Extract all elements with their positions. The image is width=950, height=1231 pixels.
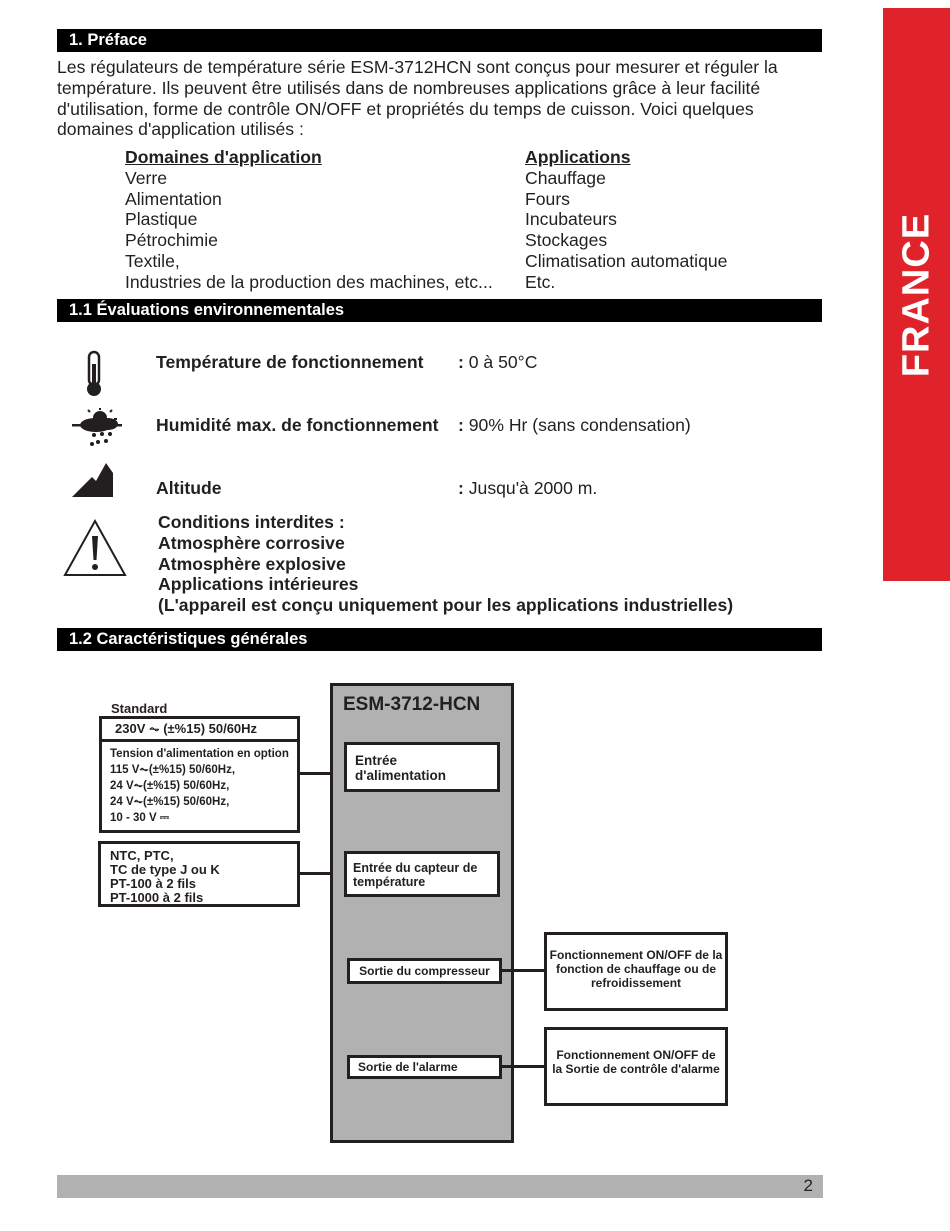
applications-column xyxy=(525,147,727,293)
application-item: Chauffage xyxy=(525,167,606,188)
page-number: 2 xyxy=(803,1176,813,1195)
page-footer xyxy=(57,1175,823,1198)
sensor-input-box xyxy=(344,851,500,897)
language-label: FRANCE xyxy=(895,212,937,377)
prohibited-conditions xyxy=(158,512,733,616)
mountain-icon xyxy=(72,461,114,499)
alarm-output-box xyxy=(347,1055,502,1079)
env-value-temperature: : 0 à 50°C xyxy=(458,352,538,372)
env-value-humidity: : 90% Hr (sans condensation) xyxy=(458,415,691,435)
sensor-types-box xyxy=(98,841,300,907)
optional-voltage-item: 10 - 30 V ⎓ xyxy=(110,812,170,824)
compressor-output-label: Sortie du compresseur xyxy=(359,964,490,978)
connector-sensor xyxy=(300,872,332,875)
preface-text: Les régulateurs de température série ESM-3712HCN sont conçus pour mesurer et réguler la température. Ils peuvent être utilisés dans de nombreuses applications grâce à leur facilité d'utilisation, forme de contrôle ON/OFF et propriétés du temps de cuisson. Voici quelques domaines d'application utilisés : xyxy=(57,57,778,140)
optional-voltage-item: 115 V⏦(±%15) 50/60Hz, xyxy=(110,764,236,776)
standard-voltage: 230V ⏦ (±%15) 50/60Hz xyxy=(115,721,258,736)
sensor-type: NTC, PTC, xyxy=(110,848,174,863)
power-input-box xyxy=(344,742,500,792)
optional-voltage-title: Tension d'alimentation en option xyxy=(110,748,289,760)
compressor-output-box xyxy=(347,958,502,984)
conditions-title: Conditions interdites : xyxy=(158,512,345,532)
condition-item: Applications intérieures xyxy=(158,574,359,595)
domain-item: Industries de la production des machines, etc... xyxy=(125,271,493,292)
domain-item: Alimentation xyxy=(125,188,222,209)
env-value-altitude: : Jusqu'à 2000 m. xyxy=(458,478,598,498)
domain-item: Pétrochimie xyxy=(125,230,218,251)
device-name: ESM-3712-HCN xyxy=(343,694,481,715)
env-label-temperature: Température de fonctionnement xyxy=(156,352,424,372)
domain-item: Verre xyxy=(125,167,168,188)
section-preface-header: 1. Préface xyxy=(57,29,822,52)
warning-icon xyxy=(62,518,128,578)
standard-label: Standard xyxy=(111,701,168,716)
domains-column xyxy=(125,147,493,293)
connector-power xyxy=(300,772,332,775)
sensor-type: PT-1000 à 2 fils xyxy=(110,890,204,905)
section-environment-header: 1.1 Évaluations environnementales xyxy=(57,299,822,322)
rain-cloud-icon xyxy=(70,408,124,448)
language-tab xyxy=(883,8,950,581)
applications-header: Applications xyxy=(525,147,631,167)
condition-note: (L'appareil est conçu uniquement pour les applications industrielles) xyxy=(158,595,734,616)
optional-voltage-item: 24 V⏦(±%15) 50/60Hz, xyxy=(110,796,230,808)
compressor-desc: Fonctionnement ON/OFF de la fonction de chauffage ou de refroidissement xyxy=(549,948,723,990)
application-item: Incubateurs xyxy=(525,209,617,230)
connector-compressor-in xyxy=(502,969,514,972)
connector-compressor-out xyxy=(512,969,544,972)
alarm-output-label: Sortie de l'alarme xyxy=(358,1060,458,1074)
domain-item: Textile, xyxy=(125,250,180,271)
power-input-label: Entrée d'alimentation xyxy=(355,753,446,783)
alarm-desc: Fonctionnement ON/OFF de la Sortie de contrôle d'alarme xyxy=(552,1048,720,1076)
condition-item: Atmosphère explosive xyxy=(158,553,346,574)
application-item: Etc. xyxy=(525,271,556,292)
application-item: Stockages xyxy=(525,230,608,251)
domain-item: Plastique xyxy=(125,209,198,230)
env-label-humidity: Humidité max. de fonctionnement xyxy=(156,415,439,435)
domains-header: Domaines d'application xyxy=(125,147,322,167)
application-item: Climatisation automatique xyxy=(525,250,728,271)
connector-alarm xyxy=(502,1065,544,1068)
sensor-type: PT-100 à 2 fils xyxy=(110,876,196,891)
sensor-type: TC de type J ou K xyxy=(110,862,220,877)
optional-voltage-box xyxy=(99,739,300,833)
env-label-altitude: Altitude xyxy=(156,478,222,498)
condition-item: Atmosphère corrosive xyxy=(158,532,345,553)
optional-voltage-item: 24 V⏦(±%15) 50/60Hz, xyxy=(110,780,230,792)
section-general-header: 1.2 Caractéristiques générales xyxy=(57,628,822,651)
application-item: Fours xyxy=(525,188,570,209)
sensor-input-label: Entrée du capteur de température xyxy=(353,861,478,889)
compressor-desc-box xyxy=(544,932,728,1011)
thermometer-icon xyxy=(82,350,106,398)
alarm-desc-box xyxy=(544,1027,728,1106)
